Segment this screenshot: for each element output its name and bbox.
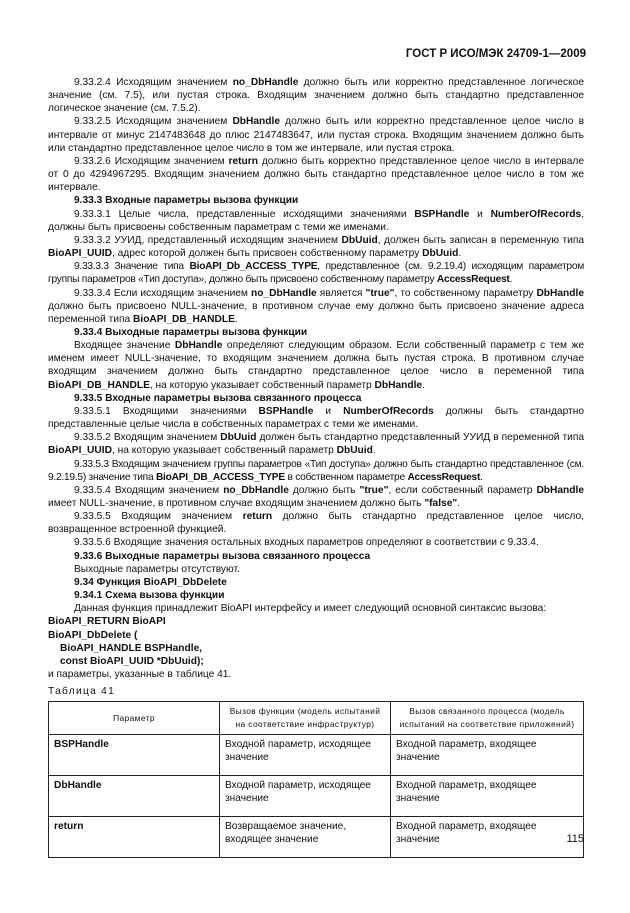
section-heading: 9.33.4 Выходные параметры вызова функции: [74, 326, 308, 338]
table-row: [49, 735, 584, 776]
table-header-cell: Вызов связанного процесса (модель испытаний на соответствие приложений): [391, 702, 584, 735]
paragraph-9-33-3-3: 9.33.3.3 Значение типа BioAPI_Db_ACCESS_TYPE, представленное (см. 9.2.19.4) исходящим параметром группы параметров «Тип доступа», должно быть присвоено собственному параметру AccessRequest.: [48, 261, 585, 286]
paragraph-9-33-5-2: 9.33.5.2 Входящим значением DbUuid должен быть стандартно представленный УУИД в переменной типа BioAPI_UUID, на которую указывает собственный параметр DbUuid.: [48, 432, 584, 457]
paragraph-9-33-2-5: 9.33.2.5 Исходящим значением DbHandle должно быть или корректно представленное целое число в интервале от минус 2147483648 до плюс 2147483647, или пустая строка. Входящим значением должно быть или стандартно представленное целое число в том же интервале, или пустая строка.: [48, 116, 584, 154]
code-line: BioAPI_HANDLE BSPHandle,: [60, 642, 203, 654]
table-row: [49, 817, 584, 858]
table-header-cell: Параметр: [49, 702, 220, 735]
table-row: [49, 776, 584, 817]
table-cell: BSPHandle: [49, 735, 220, 776]
table-cell: Входной параметр, исходящее значение: [220, 735, 391, 776]
table-cell: Входной параметр, входящее значение: [391, 817, 584, 858]
paragraph-table-ref: и параметры, указанные в таблице 41.: [48, 669, 232, 681]
table-cell: Входной параметр, входящее значение: [391, 776, 584, 817]
code-line: BioAPI_DbDelete (: [48, 629, 138, 641]
section-heading: 9.33.3 Входные параметры вызова функции: [74, 195, 299, 207]
section-heading: 9.34.1 Схема вызова функции: [74, 590, 225, 602]
paragraph-9-33-2-6: 9.33.2.6 Исходящим значением return должно быть корректно представленное целое число в интервале от 0 до 4294967295. Входящим значением должно быть стандартно представленное целое число в том же интервале.: [48, 155, 584, 194]
paragraph-no-output: Выходные параметры отсутствуют.: [74, 563, 240, 575]
paragraph-9-33-3-4: 9.33.3.4 Если исходящим значением no_DbHandle является "true", то собственному параметру DbHandle должно быть присвоено NULL-значение, в противном случае ему должно быть присвоено значение адреса переменной типа BioAPI_DB_HANDLE.: [48, 287, 584, 325]
paragraph-syntax-intro: Данная функция принадлежит BioAPI интерфейсу и имеет следующий основной синтаксис вызова:: [74, 603, 547, 615]
table-cell: Входной параметр, входящее значение: [391, 735, 584, 776]
paragraph-9-33-3-1: 9.33.3.1 Целые числа, представленные исходящими значениями BSPHandle и NumberOfRecords, должны быть присвоены собственным параметрам с теми же именами.: [48, 208, 584, 233]
table-cell: Входной параметр, исходящее значение: [220, 776, 391, 817]
table-header-cell: Вызов функции (модель испытаний на соответствие инфраструктур): [220, 702, 391, 735]
table-cell: Возвращаемое значение, входящее значение: [220, 817, 391, 858]
table-cell: return: [49, 817, 220, 858]
document-header: ГОСТ Р ИСО/МЭК 24709-1—2009: [405, 48, 586, 60]
section-heading: 9.33.6 Выходные параметры вызова связанного процесса: [74, 550, 371, 562]
page-body: [48, 76, 584, 858]
page-number: 115: [566, 833, 584, 845]
table-caption: Таблица 41: [48, 686, 116, 698]
section-heading: 9.34 Функция BioAPI_DbDelete: [74, 576, 227, 588]
paragraph-9-33-3-2: 9.33.3.2 УУИД, представленный исходящим значением DbUuid, должен быть записан в переменную типа BioAPI_UUID, адрес которой должен быть присвоен собственному параметру DbUuid.: [48, 234, 584, 260]
section-heading: 9.33.5 Входные параметры вызова связанного процесса: [74, 392, 362, 404]
table-cell: DbHandle: [49, 776, 220, 817]
paragraph-9-33-5-5: 9.33.5.5 Входящим значением return должно быть стандартно представленное целое число, возвращенное встроенной функцией.: [48, 511, 584, 536]
paragraph-9-33-5-6: 9.33.5.6 Входящие значения остальных входных параметров определяют в соответствии с 9.33.4.: [74, 537, 539, 549]
paragraph-9-33-5-4: 9.33.5.4 Входящим значением no_DbHandle должно быть "true", если собственный параметр DbHandle имеет NULL-значение, в противном случае входящим значением должно быть "false".: [48, 484, 584, 509]
paragraph-9-33-2-4: 9.33.2.4 Исходящим значением no_DbHandle должно быть или корректно представленное логическое значение (см. 7.5), или пустая строка. Входящим значением должно быть стандартно представленное логическое значение (см. 7.5.2).: [48, 77, 584, 115]
paragraph-9-33-4: Входящее значение DbHandle определяют следующим образом. Если собственный параметр с тем же именем имеет NULL-значение, то входящим значением должна быть пустая строка. В противном случае входящим значением должно быть стандартно представленное целое число в переменной типа BioAPI_DB_HANDLE, на которую указывает собственный параметр DbHandle.: [48, 340, 584, 391]
parameters-table: [48, 701, 584, 858]
code-line: const BioAPI_UUID *DbUuid);: [60, 655, 204, 667]
paragraph-9-33-5-3: 9.33.5.3 Входящим значением группы параметров «Тип доступа» должно быть стандартно представленное (см. 9.2.19.5) значение типа BioAPI_DB_ACCESS_TYPE в собственном параметре AccessRequest.: [48, 458, 584, 483]
code-line: BioAPI_RETURN BioAPI: [48, 616, 166, 628]
table-header-row: [49, 702, 584, 735]
paragraph-9-33-5-1: 9.33.5.1 Входящими значениями BSPHandle и NumberOfRecords должны быть стандартно представленные целые числа в собственных параметрах с теми же именами.: [48, 405, 584, 431]
